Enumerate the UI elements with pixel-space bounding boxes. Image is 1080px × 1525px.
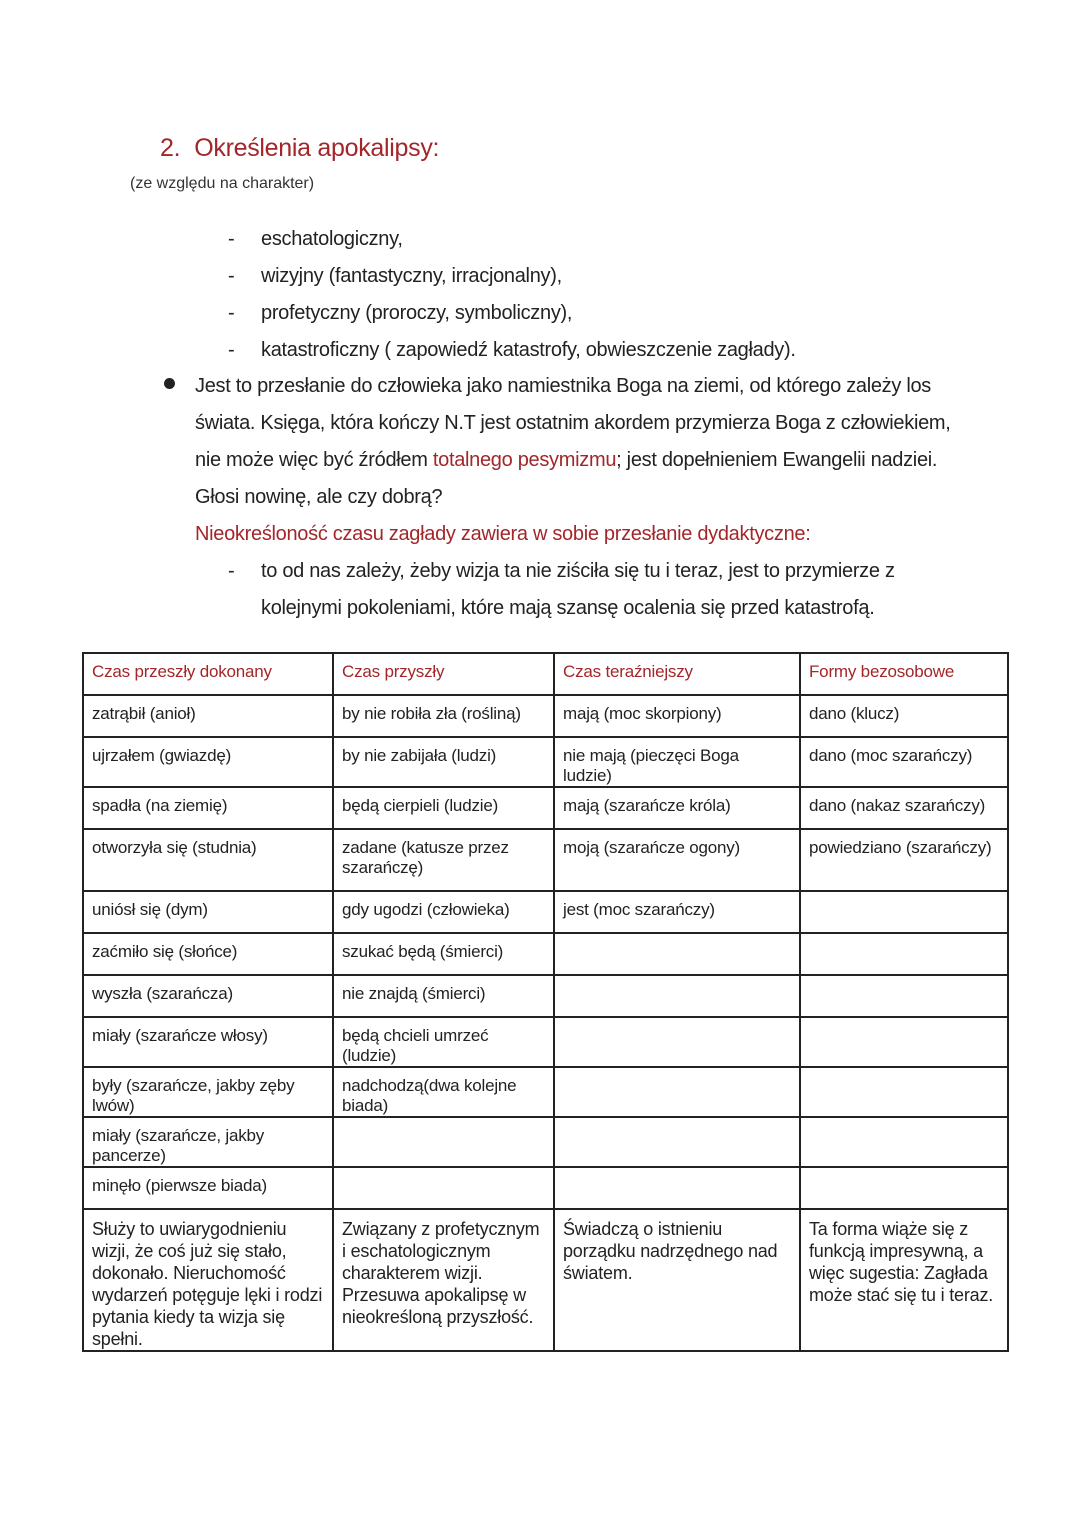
table-cell: moją (szarańcze ogony) bbox=[554, 829, 800, 891]
table-row bbox=[83, 1017, 1008, 1067]
table-cell: dano (nakaz szarańczy) bbox=[800, 787, 1008, 829]
table-cell: będą chcieli umrzeć (ludzie) bbox=[333, 1017, 554, 1067]
table-cell: będą cierpieli (ludzie) bbox=[333, 787, 554, 829]
table-cell: dano (moc szarańczy) bbox=[800, 737, 1008, 787]
list-item: - to od nas zależy, żeby wizja ta nie ziściła się tu i teraz, jest to przymierze z kolejnymi pokoleniami, które mają szansę ocalenia się przed katastrofą. bbox=[228, 553, 928, 627]
table-cell bbox=[554, 975, 800, 1017]
list-item: - eschatologiczny, bbox=[228, 221, 796, 258]
section-number: 2. bbox=[160, 134, 181, 162]
header-future: Czas przyszły bbox=[333, 653, 554, 695]
table-cell bbox=[800, 933, 1008, 975]
table-cell bbox=[800, 1117, 1008, 1167]
table-row bbox=[83, 787, 1008, 829]
message-text: Jest to przesłanie do człowieka jako namiestnika Boga na ziemi, od którego zależy los świata. Księga, która kończy N.T jest ostatnim akordem przymierza Boga z człowiekiem, nie może więc być źródłem totalnego pesymizmu; jest dopełnieniem Ewangelii nadziei. bbox=[195, 375, 951, 471]
table-cell: szukać będą (śmierci) bbox=[333, 933, 554, 975]
table-cell: uniósł się (dym) bbox=[83, 891, 333, 933]
summary-impersonal: Ta forma wiąże się z funkcją impresywną, a więc sugestia: Zagłada może stać się tu i teraz. bbox=[800, 1209, 1008, 1351]
table-cell bbox=[800, 1167, 1008, 1209]
table-cell: zatrąbił (anioł) bbox=[83, 695, 333, 737]
dash-marker: - bbox=[228, 265, 235, 287]
table-cell bbox=[800, 1017, 1008, 1067]
table-row bbox=[83, 975, 1008, 1017]
summary-present: Świadczą o istnieniu porządku nadrzędnego nad światem. bbox=[554, 1209, 800, 1351]
table-cell bbox=[800, 975, 1008, 1017]
list-item: - wizyjny (fantastyczny, irracjonalny), bbox=[228, 258, 796, 295]
table-row bbox=[83, 737, 1008, 787]
table-cell: zaćmiło się (słońce) bbox=[83, 933, 333, 975]
table-cell: powiedziano (szarańczy) bbox=[800, 829, 1008, 891]
header-past-perfective: Czas przeszły dokonany bbox=[83, 653, 333, 695]
apocalypse-types-list bbox=[228, 221, 796, 369]
table-cell: nie znajdą (śmierci) bbox=[333, 975, 554, 1017]
table-cell bbox=[333, 1117, 554, 1167]
table-cell: minęło (pierwsze biada) bbox=[83, 1167, 333, 1209]
table-cell: wyszła (szarańcza) bbox=[83, 975, 333, 1017]
table-cell: mają (szarańcze króla) bbox=[554, 787, 800, 829]
table-cell bbox=[554, 1117, 800, 1167]
bullet-paragraph bbox=[195, 368, 955, 553]
table-cell: by nie robiła zła (rośliną) bbox=[333, 695, 554, 737]
dash-marker: - bbox=[228, 560, 235, 582]
table-summary-row bbox=[83, 1209, 1008, 1351]
table-cell: zadane (katusze przez szarańczę) bbox=[333, 829, 554, 891]
table-cell: dano (klucz) bbox=[800, 695, 1008, 737]
dash-marker: - bbox=[228, 302, 235, 324]
question-text: Głosi nowinę, ale czy dobrą? bbox=[195, 486, 443, 508]
dash-marker: - bbox=[228, 339, 235, 361]
table-cell: mają (moc skorpiony) bbox=[554, 695, 800, 737]
table-cell: nadchodzą(dwa kolejne biada) bbox=[333, 1067, 554, 1117]
table-header-row bbox=[83, 653, 1008, 695]
section-heading bbox=[160, 134, 439, 163]
table-cell bbox=[800, 891, 1008, 933]
table-cell bbox=[800, 1067, 1008, 1117]
tenses-table bbox=[82, 652, 1009, 1352]
summary-past: Służy to uwiarygodnieniu wizji, że coś już się stało, dokonało. Nieruchomość wydarzeń potęguje lęki i rodzi pytania kiedy ta wizja się spełni. bbox=[83, 1209, 333, 1351]
table-cell bbox=[554, 1067, 800, 1117]
table-cell bbox=[554, 1017, 800, 1067]
list-item: - katastroficzny ( zapowiedź katastrofy, obwieszczenie zagłady). bbox=[228, 332, 796, 369]
table-cell: otworzyła się (studnia) bbox=[83, 829, 333, 891]
table-cell: miały (szarańcze włosy) bbox=[83, 1017, 333, 1067]
summary-future: Związany z profetycznym i eschatologicznym charakterem wizji. Przesuwa apokalipsę w nieokreśloną przyszłość. bbox=[333, 1209, 554, 1351]
table-row bbox=[83, 1117, 1008, 1167]
table-row bbox=[83, 829, 1008, 891]
list-item: - profetyczny (proroczy, symboliczny), bbox=[228, 295, 796, 332]
table-cell: gdy ugodzi (człowieka) bbox=[333, 891, 554, 933]
header-present: Czas teraźniejszy bbox=[554, 653, 800, 695]
table-cell: by nie zabijała (ludzi) bbox=[333, 737, 554, 787]
table-cell: nie mają (pieczęci Boga ludzie) bbox=[554, 737, 800, 787]
table-cell: miały (szarańcze, jakby pancerze) bbox=[83, 1117, 333, 1167]
section-subtitle: (ze względu na charakter) bbox=[130, 175, 315, 192]
bullet-icon bbox=[164, 378, 175, 389]
didactic-list bbox=[228, 553, 928, 627]
highlight-pessimism: totalnego pesymizmu bbox=[432, 449, 617, 471]
table-cell: ujrzałem (gwiazdę) bbox=[83, 737, 333, 787]
table-cell: jest (moc szarańczy) bbox=[554, 891, 800, 933]
section-title: Określenia apokalipsy: bbox=[194, 134, 440, 162]
table-cell bbox=[554, 1167, 800, 1209]
header-impersonal: Formy bezosobowe bbox=[800, 653, 1008, 695]
table-cell bbox=[333, 1167, 554, 1209]
table-cell: spadła (na ziemię) bbox=[83, 787, 333, 829]
dash-marker: - bbox=[228, 228, 235, 250]
table-cell bbox=[554, 933, 800, 975]
table-row bbox=[83, 1067, 1008, 1117]
table-row bbox=[83, 933, 1008, 975]
table-row bbox=[83, 1167, 1008, 1209]
didactic-heading: Nieokreśloność czasu zagłady zawiera w sobie przesłanie dydaktyczne: bbox=[195, 523, 811, 545]
table-cell: były (szarańcze, jakby zęby lwów) bbox=[83, 1067, 333, 1117]
table-row bbox=[83, 891, 1008, 933]
table-row bbox=[83, 695, 1008, 737]
